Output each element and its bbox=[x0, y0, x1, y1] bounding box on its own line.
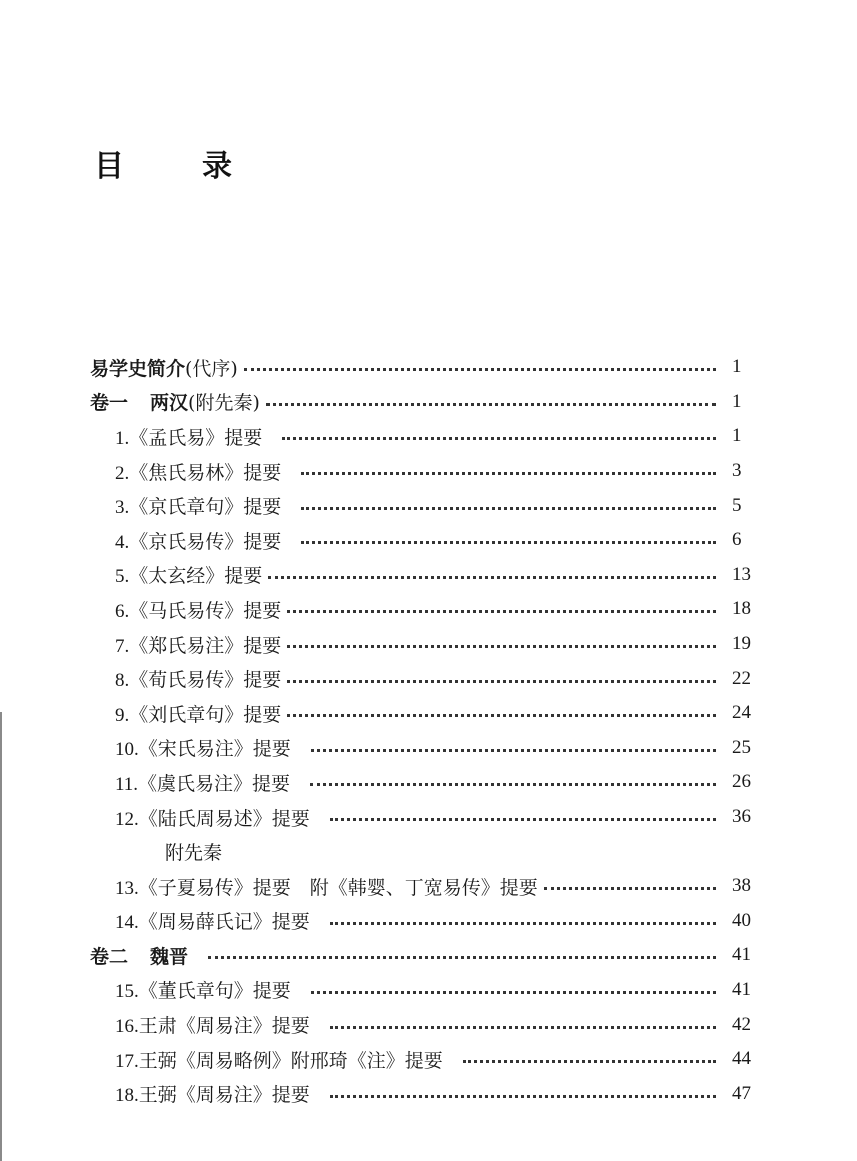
page-number: 1 bbox=[732, 425, 742, 447]
entry-label: 《孟氏易》提要 bbox=[129, 426, 263, 449]
entry-label: 王弼《周易略例》附邢琦《注》提要 bbox=[138, 1049, 443, 1072]
toc-entry-preface[interactable] bbox=[90, 350, 760, 385]
page-number: 18 bbox=[732, 598, 751, 620]
dot-leader bbox=[287, 703, 716, 723]
dot-leader bbox=[287, 669, 716, 689]
entry-label: 《荀氏易传》提要 bbox=[129, 669, 282, 692]
dot-leader bbox=[301, 496, 716, 516]
toc-subheading-pre-qin bbox=[90, 834, 760, 869]
entry-label: 王肃《周易注》提要 bbox=[138, 1015, 310, 1038]
entry-label: 《子夏易传》提要 附《韩婴、丁宽易传》提要 bbox=[138, 876, 538, 899]
entry-label: 《郑氏易注》提要 bbox=[129, 634, 282, 657]
dot-leader bbox=[310, 772, 716, 792]
entry-number: 6. bbox=[115, 600, 130, 622]
entry-label: 《虞氏易注》提要 bbox=[138, 772, 291, 795]
dot-leader bbox=[268, 565, 716, 585]
dot-leader bbox=[311, 980, 716, 1000]
toc-entry[interactable] bbox=[90, 869, 760, 904]
entry-label: 《周易薛氏记》提要 bbox=[138, 911, 310, 934]
toc-entry[interactable] bbox=[90, 1076, 760, 1111]
entry-label: 《京氏易传》提要 bbox=[129, 530, 282, 553]
dot-leader bbox=[330, 1015, 716, 1035]
entry-paren: (代序) bbox=[185, 357, 238, 380]
section-name: 魏晋 bbox=[150, 945, 189, 968]
table-of-contents bbox=[90, 350, 760, 1111]
toc-entry[interactable] bbox=[90, 419, 760, 454]
dot-leader bbox=[208, 945, 716, 965]
entry-number: 3. bbox=[115, 497, 130, 519]
dot-leader bbox=[287, 599, 716, 619]
dot-leader bbox=[301, 461, 716, 481]
entry-number: 12. bbox=[115, 808, 139, 830]
toc-entry[interactable] bbox=[90, 904, 760, 939]
toc-entry[interactable] bbox=[90, 627, 760, 662]
entry-number: 9. bbox=[115, 704, 130, 726]
page-title bbox=[94, 149, 232, 184]
page-number: 1 bbox=[732, 356, 742, 378]
page-number: 13 bbox=[732, 563, 751, 585]
entry-label: 《陆氏周易述》提要 bbox=[138, 807, 310, 830]
dot-leader bbox=[544, 876, 716, 896]
entry-number: 16. bbox=[115, 1016, 139, 1038]
dot-leader bbox=[463, 1049, 716, 1069]
page-number: 24 bbox=[732, 702, 751, 724]
entry-number: 11. bbox=[115, 773, 139, 795]
subheading-label: 附先秦 bbox=[165, 838, 228, 865]
entry-label: 《京氏章句》提要 bbox=[129, 496, 282, 519]
entry-label: 《宋氏易注》提要 bbox=[138, 738, 291, 761]
page-number: 6 bbox=[732, 529, 742, 551]
toc-entry[interactable] bbox=[90, 765, 760, 800]
toc-entry[interactable] bbox=[90, 800, 760, 835]
page-number: 19 bbox=[732, 633, 751, 655]
dot-leader bbox=[330, 807, 716, 827]
dot-leader bbox=[301, 530, 716, 550]
entry-number: 1. bbox=[115, 427, 130, 449]
toc-section-vol2[interactable] bbox=[90, 938, 760, 973]
section-name: 两汉 bbox=[150, 392, 189, 415]
toc-entry[interactable] bbox=[90, 454, 760, 489]
entry-number: 7. bbox=[115, 635, 130, 657]
entry-number: 4. bbox=[115, 531, 130, 553]
page-number: 3 bbox=[732, 460, 742, 482]
toc-entry[interactable] bbox=[90, 488, 760, 523]
entry-number: 8. bbox=[115, 670, 130, 692]
entry-label: 《刘氏章句》提要 bbox=[129, 703, 282, 726]
toc-entry[interactable] bbox=[90, 661, 760, 696]
page-number: 41 bbox=[732, 944, 751, 966]
dot-leader bbox=[330, 1084, 716, 1104]
section-paren: (附先秦) bbox=[188, 392, 260, 415]
entry-label: 《马氏易传》提要 bbox=[129, 599, 282, 622]
dot-leader bbox=[287, 634, 716, 654]
entry-label: 《焦氏易林》提要 bbox=[129, 461, 282, 484]
toc-entry[interactable] bbox=[90, 696, 760, 731]
page-number: 22 bbox=[732, 667, 751, 689]
page-number: 36 bbox=[732, 806, 751, 828]
toc-entry[interactable] bbox=[90, 1007, 760, 1042]
section-prefix: 卷一 bbox=[90, 392, 129, 415]
dot-leader bbox=[266, 392, 716, 412]
page-number: 1 bbox=[732, 390, 742, 412]
entry-label: 《太玄经》提要 bbox=[129, 565, 263, 588]
entry-number: 10. bbox=[115, 739, 139, 761]
entry-number: 18. bbox=[115, 1085, 139, 1107]
toc-entry[interactable] bbox=[90, 1042, 760, 1077]
page-number: 44 bbox=[732, 1048, 751, 1070]
dot-leader bbox=[330, 911, 716, 931]
page-number: 42 bbox=[732, 1013, 751, 1035]
page-number: 47 bbox=[732, 1082, 751, 1104]
title-char-1: 目 bbox=[94, 149, 124, 184]
page-number: 41 bbox=[732, 978, 751, 1000]
page-number: 5 bbox=[732, 494, 742, 516]
toc-entry[interactable] bbox=[90, 973, 760, 1008]
entry-label: 易学史简介 bbox=[90, 357, 186, 380]
entry-number: 14. bbox=[115, 912, 139, 934]
scan-edge-artifact bbox=[0, 712, 2, 1161]
entry-number: 13. bbox=[115, 877, 139, 899]
dot-leader bbox=[244, 357, 716, 377]
title-char-2: 录 bbox=[202, 149, 232, 184]
entry-number: 5. bbox=[115, 566, 130, 588]
toc-entry[interactable] bbox=[90, 592, 760, 627]
dot-leader bbox=[311, 738, 716, 758]
toc-entry[interactable] bbox=[90, 523, 760, 558]
page-number: 26 bbox=[732, 771, 751, 793]
page-number: 40 bbox=[732, 909, 751, 931]
toc-section-vol1[interactable] bbox=[90, 385, 760, 420]
entry-number: 15. bbox=[115, 981, 139, 1003]
section-prefix: 卷二 bbox=[90, 945, 129, 968]
entry-number: 2. bbox=[115, 462, 130, 484]
page-number: 38 bbox=[732, 875, 751, 897]
entry-number: 17. bbox=[115, 1050, 139, 1072]
entry-label: 《董氏章句》提要 bbox=[138, 980, 291, 1003]
dot-leader bbox=[282, 426, 716, 446]
entry-label: 王弼《周易注》提要 bbox=[138, 1084, 310, 1107]
toc-entry[interactable] bbox=[90, 731, 760, 766]
page-number: 25 bbox=[732, 736, 751, 758]
toc-entry[interactable] bbox=[90, 558, 760, 593]
